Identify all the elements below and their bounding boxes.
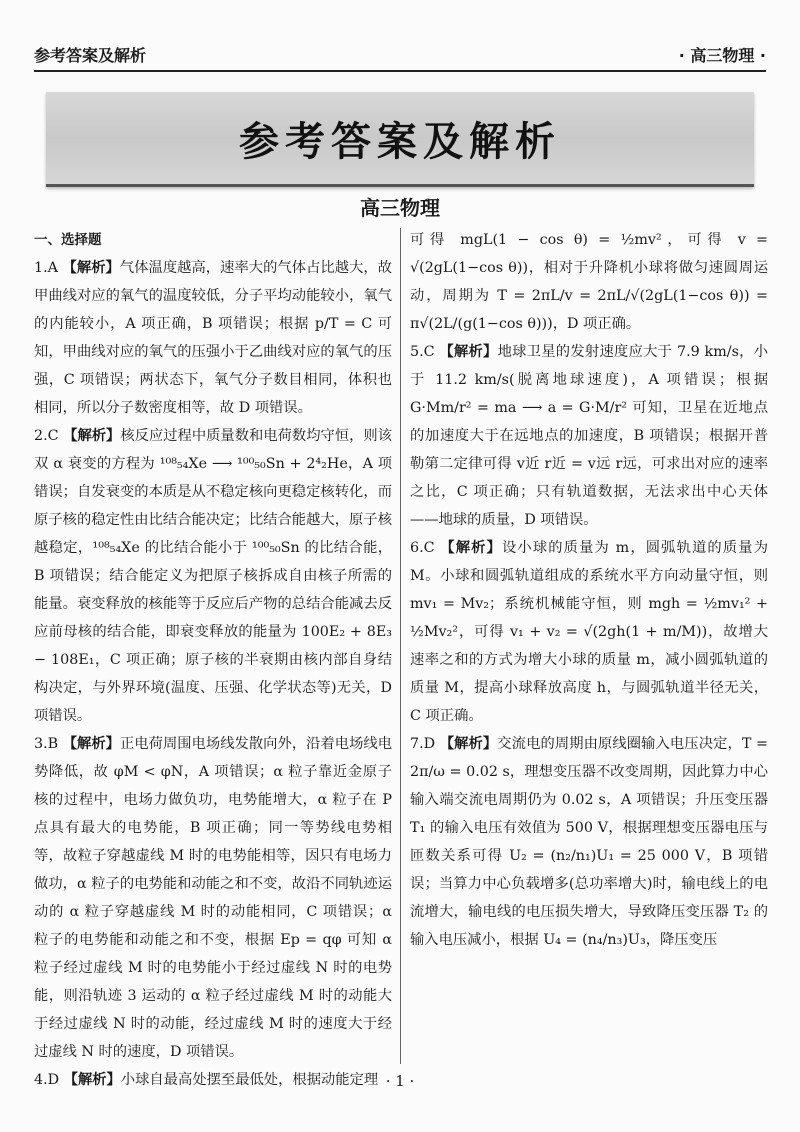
running-header-right: · 高三物理 · (678, 46, 766, 65)
answer-text: 交流电的周期由原线圈输入电压决定，T = 2π/ω = 0.02 s，理想变压器不改变周期，因此算力中心输入端交流电周期仍为 0.02 s，A 项错误；升压变压器 T₁ 的输入电压有效值为 500 V，根据理想变压器电压与匝数关系可得 U₂ = (n₂/n₁)U₁ = 25 000 V，B 项错误；当算力中心负载增多(总功率增大)时，输电线上的电流增大，输电线的电压损失增大，导致降压变压器 T₂ 的输入电压减小，根据 U₄ = (n₄/n₃)U₃，降压变压 (410, 736, 769, 948)
answer-number: 2.C (34, 428, 59, 444)
analysis-tag: 【解析】 (63, 428, 121, 444)
page-title: 参考答案及解析 (239, 118, 561, 165)
answer-number: 7.D (410, 736, 436, 752)
answer-number: 4.D (34, 1072, 60, 1088)
answer-text: 气体温度越高，速率大的气体占比越大，故甲曲线对应的氧气的温度较低，分子平均动能较小，氧气的内能较小，A 项正确，B 项错误；根据 p/T = C 可知，甲曲线对应的氧气的压强小于乙曲线对应的氧气的压强，C 项错误；两状态下，氧气分子数目相同，体积也相同，所以分子数密度相等，故 D 项错误。 (34, 260, 393, 416)
running-header (34, 36, 766, 72)
page-number: · 1 · (385, 1072, 415, 1090)
answer-number: 1.A (34, 260, 58, 276)
analysis-tag: 【解析】 (440, 540, 502, 556)
answer-item-1 (34, 254, 392, 422)
analysis-tag: 【解析】 (439, 736, 498, 752)
column-divider (400, 228, 401, 1064)
answer-text: 正电荷周围电场线发散向外，沿着电场线电势降低，故 φM < φN，A 项错误；α 粒子靠近金原子核的过程中，电场力做负功，电势能增大，α 粒子在 P 点具有最大的电势能，B 项正确；同一等势线电势相等，故粒子穿越虚线 M 时的电势能相等，因只有电场力做功，α 粒子的电势能和动能之和不变，故沿不同轨迹运动的 α 粒子穿越虚线 M 时的动能相同，C 项错误；α 粒子的电势能和动能之和不变，根据 Ep = qφ 可知 α 粒子经过虚线 M 时的电势能小于经过虚线 N 时的电势能，则沿轨迹 3 运动的 α 粒子经过虚线 M 时的动能大于经过虚线 N 时的动能，经过虚线 M 时的速度大于经过虚线 N 时的速度，D 项错误。 (34, 736, 393, 1060)
section-heading: 一、选择题 (34, 232, 102, 248)
left-column (34, 226, 392, 1094)
analysis-tag: 【解析】 (62, 736, 121, 752)
analysis-tag: 【解析】 (63, 1072, 121, 1088)
answer-text: 小球自最高处摆至最低处，根据动能定理 (120, 1072, 379, 1088)
right-column (410, 226, 768, 954)
running-header-left: 参考答案及解析 (34, 46, 147, 65)
answer-item-5 (410, 338, 768, 534)
analysis-tag: 【解析】 (62, 260, 120, 276)
answer-number: 6.C (410, 540, 435, 556)
subject-subtitle: 高三物理 (360, 196, 440, 220)
answer-item-6 (410, 534, 768, 730)
analysis-tag: 【解析】 (439, 344, 498, 360)
answer-text: 核反应过程中质量数和电荷数均守恒，则该双 α 衰变的方程为 ¹⁰⁸₅₄Xe ⟶ ¹⁰⁰₅₀Sn + 2⁴₂He，A 项错误；自发衰变的本质是从不稳定核向更稳定核转化，而原子核的稳定性由比结合能决定；比结合能越大，原子核越稳定，¹⁰⁸₅₄Xe 的比结合能小于 ¹⁰⁰₅₀Sn 的比结合能，B 项错误；结合能定义为把原子核拆成自由核子所需的能量。衰变释放的核能等于反应后产物的总结合能减去反应前母核的结合能，即衰变释放的能量为 100E₂ + 8E₃ − 108E₁，C 项正确；原子核的半衰期由核内部自身结构决定，与外界环境(温度、压强、化学状态等)无关，D 项错误。 (34, 428, 393, 724)
answer-number: 5.C (410, 344, 435, 360)
answer-item-4-continued: 可得 mgL(1 − cos θ) = ½mv²，可得 v = √(2gL(1−cos θ))，相对于升降机小球将做匀速圆周运动，周期为 T = 2πL/v = 2πL/√(2gL(1−cos θ)) = π√(2L/(g(1−cos θ)))，D 项正确。 (410, 232, 768, 332)
answer-text: 地球卫星的发射速度应大于 7.9 km/s，小于 11.2 km/s(脱离地球速度)，A 项错误；根据 G·Mm/r² = ma ⟶ a = G·M/r² 可知，卫星在近地点的加速度大于在远地点的加速度，B 项错误；根据开普勒第二定律可得 v近 r近 = v远 r远，可求出对应的速率之比，C 项正确；只有轨道数据，无法求出中心天体——地球的质量，D 项错误。 (410, 344, 769, 528)
answer-item-2 (34, 422, 392, 730)
answer-number: 3.B (34, 736, 59, 752)
title-banner (46, 92, 754, 187)
answer-item-3 (34, 730, 392, 1066)
answer-text: 设小球的质量为 m，圆弧轨道的质量为 M。小球和圆弧轨道组成的系统水平方向动量守恒，则 mv₁ = Mv₂；系统机械能守恒，则 mgh = ½mv₁² + ½Mv₂²，可得 v₁ + v₂ = √(2gh(1 + m/M))，故增大速率之和的方式为增大小球的质量 m，减小圆弧轨道的质量 M，提高小球释放高度 h，与圆弧轨道半径无关，C 项正确。 (410, 540, 769, 724)
answer-item-7 (410, 730, 768, 954)
